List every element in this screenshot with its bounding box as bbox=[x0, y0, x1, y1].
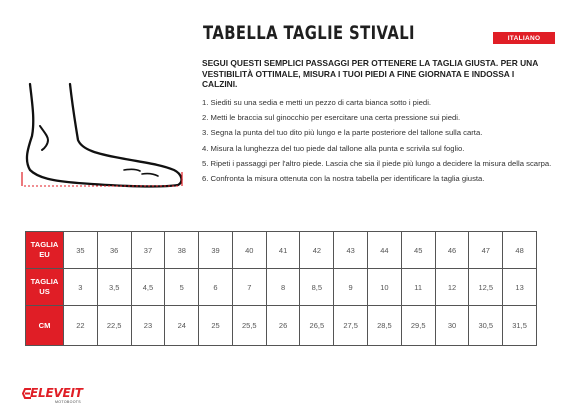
instruction-step: 4. Misura la lunghezza del tuo piede dal tallone alla punta e scrivila sul foglio. bbox=[202, 143, 465, 153]
table-cell: 3,5 bbox=[97, 269, 131, 306]
table-cell: 5 bbox=[165, 269, 199, 306]
table-cell: 37 bbox=[131, 232, 165, 269]
table-cell: 13 bbox=[503, 269, 537, 306]
table-cell: 43 bbox=[334, 232, 368, 269]
table-cell: 4,5 bbox=[131, 269, 165, 306]
row-header-line: TAGLIA bbox=[30, 277, 59, 286]
table-cell: 8,5 bbox=[300, 269, 334, 306]
brand-name: ELEVEIT bbox=[30, 386, 83, 400]
brand-logo bbox=[22, 386, 92, 412]
table-cell: 11 bbox=[401, 269, 435, 306]
table-cell: 6 bbox=[199, 269, 233, 306]
row-header-line: TAGLIA bbox=[30, 240, 59, 249]
foot-measure-illustration bbox=[18, 82, 190, 194]
page-title: TABELLA TAGLIE STIVALI bbox=[203, 22, 415, 44]
table-cell: 35 bbox=[64, 232, 98, 269]
table-cell: 25,5 bbox=[232, 306, 266, 346]
instruction-step: 1. Siediti su una sedia e metti un pezzo di carta bianca sotto i piedi. bbox=[202, 98, 432, 107]
table-row-us bbox=[26, 269, 537, 306]
table-cell: 46 bbox=[435, 232, 469, 269]
table-cell: 22 bbox=[64, 306, 98, 346]
table-cell: 40 bbox=[232, 232, 266, 269]
instruction-step: 5. Ripeti i passaggi per l'altro piede. Lascia che sia il piede più lungo a decidere la misura della scarpa. bbox=[202, 158, 552, 168]
table-cell: 30,5 bbox=[469, 306, 503, 346]
table-cell: 23 bbox=[131, 306, 165, 346]
brand-subtitle: MOTOBOOTS bbox=[55, 400, 81, 404]
instruction-step: 2. Metti le braccia sul ginocchio per esercitare una certa pressione sui piedi. bbox=[202, 113, 461, 123]
table-cell: 12,5 bbox=[469, 269, 503, 306]
table-cell: 44 bbox=[368, 232, 402, 269]
table-cell: 47 bbox=[469, 232, 503, 269]
instruction-step: 3. Segna la punta del tuo dito più lungo e la parte posteriore del tallone sulla carta. bbox=[202, 128, 483, 138]
size-table bbox=[25, 231, 537, 346]
table-cell: 41 bbox=[266, 232, 300, 269]
row-header-line: CM bbox=[38, 320, 51, 330]
row-header-cm bbox=[26, 306, 64, 346]
row-header-line: EU bbox=[39, 250, 50, 259]
table-cell: 36 bbox=[97, 232, 131, 269]
instruction-step: 6. Confronta la misura ottenuta con la nostra tabella per identificare la taglia giusta. bbox=[202, 173, 485, 183]
table-row-cm bbox=[26, 306, 537, 346]
table-cell: 30 bbox=[435, 306, 469, 346]
intro-text: SEGUI QUESTI SEMPLICI PASSAGGI PER OTTENERE LA TAGLIA GIUSTA. PER UNA VESTIBILITÀ OTTIMALE, MISURA I TUOI PIEDI A FINE GIORNATA E INDOSSA I CALZINI. bbox=[202, 58, 538, 89]
table-cell: 45 bbox=[401, 232, 435, 269]
table-cell: 24 bbox=[165, 306, 199, 346]
table-cell: 38 bbox=[165, 232, 199, 269]
table-cell: 12 bbox=[435, 269, 469, 306]
table-cell: 31,5 bbox=[503, 306, 537, 346]
row-header-us bbox=[26, 269, 64, 306]
table-cell: 28,5 bbox=[368, 306, 402, 346]
table-row-eu bbox=[26, 232, 537, 269]
table-cell: 8 bbox=[266, 269, 300, 306]
table-cell: 42 bbox=[300, 232, 334, 269]
table-cell: 26 bbox=[266, 306, 300, 346]
row-header-eu bbox=[26, 232, 64, 269]
instruction-list bbox=[202, 98, 554, 189]
table-cell: 22,5 bbox=[97, 306, 131, 346]
table-cell: 10 bbox=[368, 269, 402, 306]
table-cell: 27,5 bbox=[334, 306, 368, 346]
table-cell: 3 bbox=[64, 269, 98, 306]
row-header-line: US bbox=[39, 287, 50, 296]
table-cell: 26,5 bbox=[300, 306, 334, 346]
table-cell: 25 bbox=[199, 306, 233, 346]
table-cell: 29,5 bbox=[401, 306, 435, 346]
language-badge: ITALIANO bbox=[493, 32, 555, 44]
table-cell: 9 bbox=[334, 269, 368, 306]
table-cell: 7 bbox=[232, 269, 266, 306]
table-cell: 39 bbox=[199, 232, 233, 269]
table-cell: 48 bbox=[503, 232, 537, 269]
